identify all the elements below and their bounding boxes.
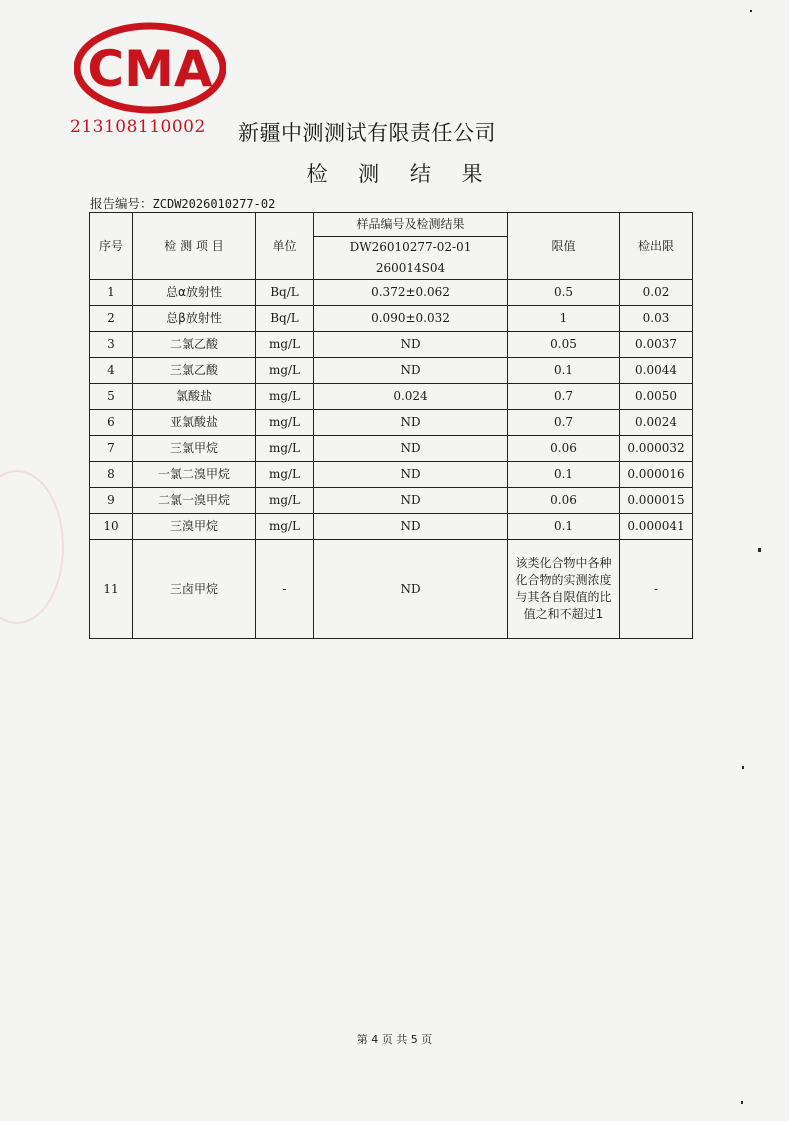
header-sample-id-1: DW26010277-02-01 [314,237,508,259]
cell-unit: mg/L [256,410,314,436]
cell-unit: mg/L [256,358,314,384]
header-sample-id-2: 260014S04 [314,259,508,280]
cell-result: ND [314,488,508,514]
header-index: 序号 [90,213,133,280]
cell-detection-limit: 0.000041 [620,514,693,540]
cell-item: 总α放射性 [133,280,256,306]
cell-item: 二氯乙酸 [133,332,256,358]
cell-result: 0.090±0.032 [314,306,508,332]
cell-detection-limit: 0.0050 [620,384,693,410]
cell-result: ND [314,410,508,436]
cell-detection-limit: 0.0037 [620,332,693,358]
cell-limit: 0.06 [508,436,620,462]
cell-no: 10 [90,514,133,540]
cell-item: 三氯甲烷 [133,436,256,462]
cell-limit: 0.1 [508,462,620,488]
cell-item: 二氯一溴甲烷 [133,488,256,514]
cell-no: 6 [90,410,133,436]
cell-result: ND [314,358,508,384]
cell-detection-limit: 0.0044 [620,358,693,384]
company-name: 新疆中测测试有限责任公司 [238,121,496,145]
table-row [90,462,693,488]
page-footer: 第 4 页 共 5 页 [356,1033,433,1046]
table-row [90,332,693,358]
cell-unit: Bq/L [256,306,314,332]
cell-limit: 0.7 [508,410,620,436]
cell-no: 3 [90,332,133,358]
cell-result: ND [314,514,508,540]
cell-detection-limit: 0.02 [620,280,693,306]
cell-limit: 0.7 [508,384,620,410]
scan-speck [741,1101,743,1104]
cell-unit: mg/L [256,462,314,488]
cell-limit: 0.1 [508,358,620,384]
cell-limit: 1 [508,306,620,332]
cell-result: ND [314,462,508,488]
cma-logo [74,22,226,114]
cell-result: ND [314,332,508,358]
table-row [90,488,693,514]
cell-result: ND [314,540,508,639]
cell-item: 亚氯酸盐 [133,410,256,436]
cell-no: 1 [90,280,133,306]
table-row [90,436,693,462]
header-unit: 单位 [256,213,314,280]
table-row [90,306,693,332]
cell-no: 8 [90,462,133,488]
cell-item: 氯酸盐 [133,384,256,410]
table-row [90,384,693,410]
cell-unit: mg/L [256,332,314,358]
header-sample-group: 样品编号及检测结果 [314,213,508,237]
cell-detection-limit: 0.000016 [620,462,693,488]
table-row [90,540,693,639]
cell-limit: 该类化合物中各种化合物的实测浓度与其各自限值的比值之和不超过1 [508,540,620,639]
header-detection-limit: 检出限 [620,213,693,280]
cell-item: 总β放射性 [133,306,256,332]
cell-item: 三溴甲烷 [133,514,256,540]
scan-speck [758,548,761,552]
scan-speck [750,10,752,12]
cell-item: 三卤甲烷 [133,540,256,639]
cell-unit: mg/L [256,384,314,410]
table-row [90,514,693,540]
cell-no: 7 [90,436,133,462]
scan-speck [742,766,744,769]
cell-detection-limit: 0.0024 [620,410,693,436]
cell-no: 11 [90,540,133,639]
cell-unit: mg/L [256,436,314,462]
cell-unit: mg/L [256,488,314,514]
results-table [89,212,693,639]
cell-detection-limit: 0.000015 [620,488,693,514]
cell-no: 2 [90,306,133,332]
cell-unit: - [256,540,314,639]
page-title: 检 测 结 果 [306,162,495,186]
cell-limit: 0.1 [508,514,620,540]
cell-limit: 0.06 [508,488,620,514]
cell-no: 9 [90,488,133,514]
cell-item: 一氯二溴甲烷 [133,462,256,488]
faint-seal-mark [0,470,64,624]
cell-detection-limit: 0.03 [620,306,693,332]
cell-detection-limit: - [620,540,693,639]
cell-result: 0.024 [314,384,508,410]
report-number-value: ZCDW2026010277-02 [152,197,276,211]
table-row [90,358,693,384]
cell-limit: 0.05 [508,332,620,358]
table-row [90,280,693,306]
report-number-label: 报告编号： [90,196,153,211]
cell-unit: Bq/L [256,280,314,306]
cell-result: 0.372±0.062 [314,280,508,306]
cell-result: ND [314,436,508,462]
svg-text:CMA: CMA [87,40,213,98]
cell-unit: mg/L [256,514,314,540]
cell-no: 5 [90,384,133,410]
header-item: 检 测 项 目 [133,213,256,280]
cell-detection-limit: 0.000032 [620,436,693,462]
cell-item: 三氯乙酸 [133,358,256,384]
cell-limit: 0.5 [508,280,620,306]
header-limit: 限值 [508,213,620,280]
report-number [90,194,275,212]
cell-no: 4 [90,358,133,384]
table-header-row [90,213,693,237]
cma-certificate-number: 213108110002 [70,117,206,137]
table-row [90,410,693,436]
